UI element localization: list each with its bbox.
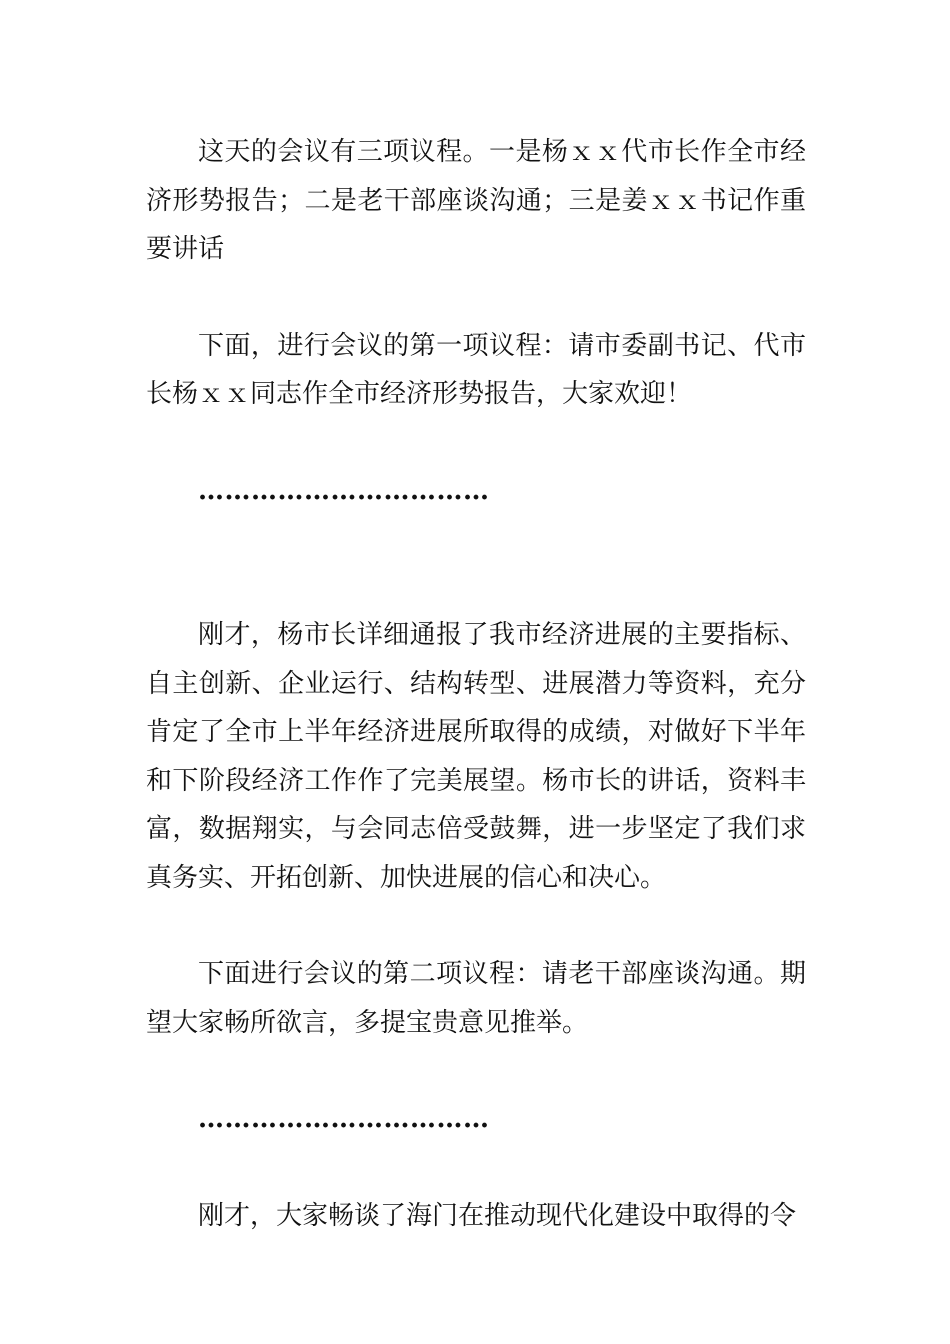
document-body: [146, 128, 806, 1240]
paragraph-first-agenda: 下面，进行会议的第一项议程：请市委副书记、代市长杨ｘｘ同志作全市经济形势报告，大家欢迎！: [146, 330, 806, 409]
ellipsis-separator: ……………………………: [198, 475, 490, 506]
paragraph-gap: [146, 419, 806, 467]
paragraph-agenda-overview: 这天的会议有三项议程。一是杨ｘｘ代市长作全市经济形势报告；二是老干部座谈沟通；三是姜ｘｘ书记作重要讲话: [146, 137, 806, 264]
paragraph-gap: [146, 902, 806, 950]
paragraph-gap: [146, 274, 806, 322]
paragraph-gap: [146, 1144, 806, 1192]
paragraph-mayor-report-summary: 刚才，杨市长详细通报了我市经济进展的主要指标、自主创新、企业运行、结构转型、进展潜力等资料，充分肯定了全市上半年经济进展所取得的成绩，对做好下半年和下阶段经济工作作了完美展望。杨市长的讲话，资料丰富，数据翔实，与会同志倍受鼓舞，进一步坚定了我们求真务实、开拓创新、加快进展的信心和决心。: [146, 620, 806, 893]
ellipsis-separator: ……………………………: [198, 1104, 490, 1134]
paragraph-gap: [146, 515, 806, 611]
paragraph-discussion-summary: 刚才，大家畅谈了海门在推动现代化建设中取得的令: [198, 1200, 797, 1231]
paragraph-second-agenda: 下面进行会议的第二项议程：请老干部座谈沟通。期望大家畅所欲言，多提宝贵意见推举。: [146, 959, 806, 1038]
paragraph-gap: [146, 1047, 806, 1095]
